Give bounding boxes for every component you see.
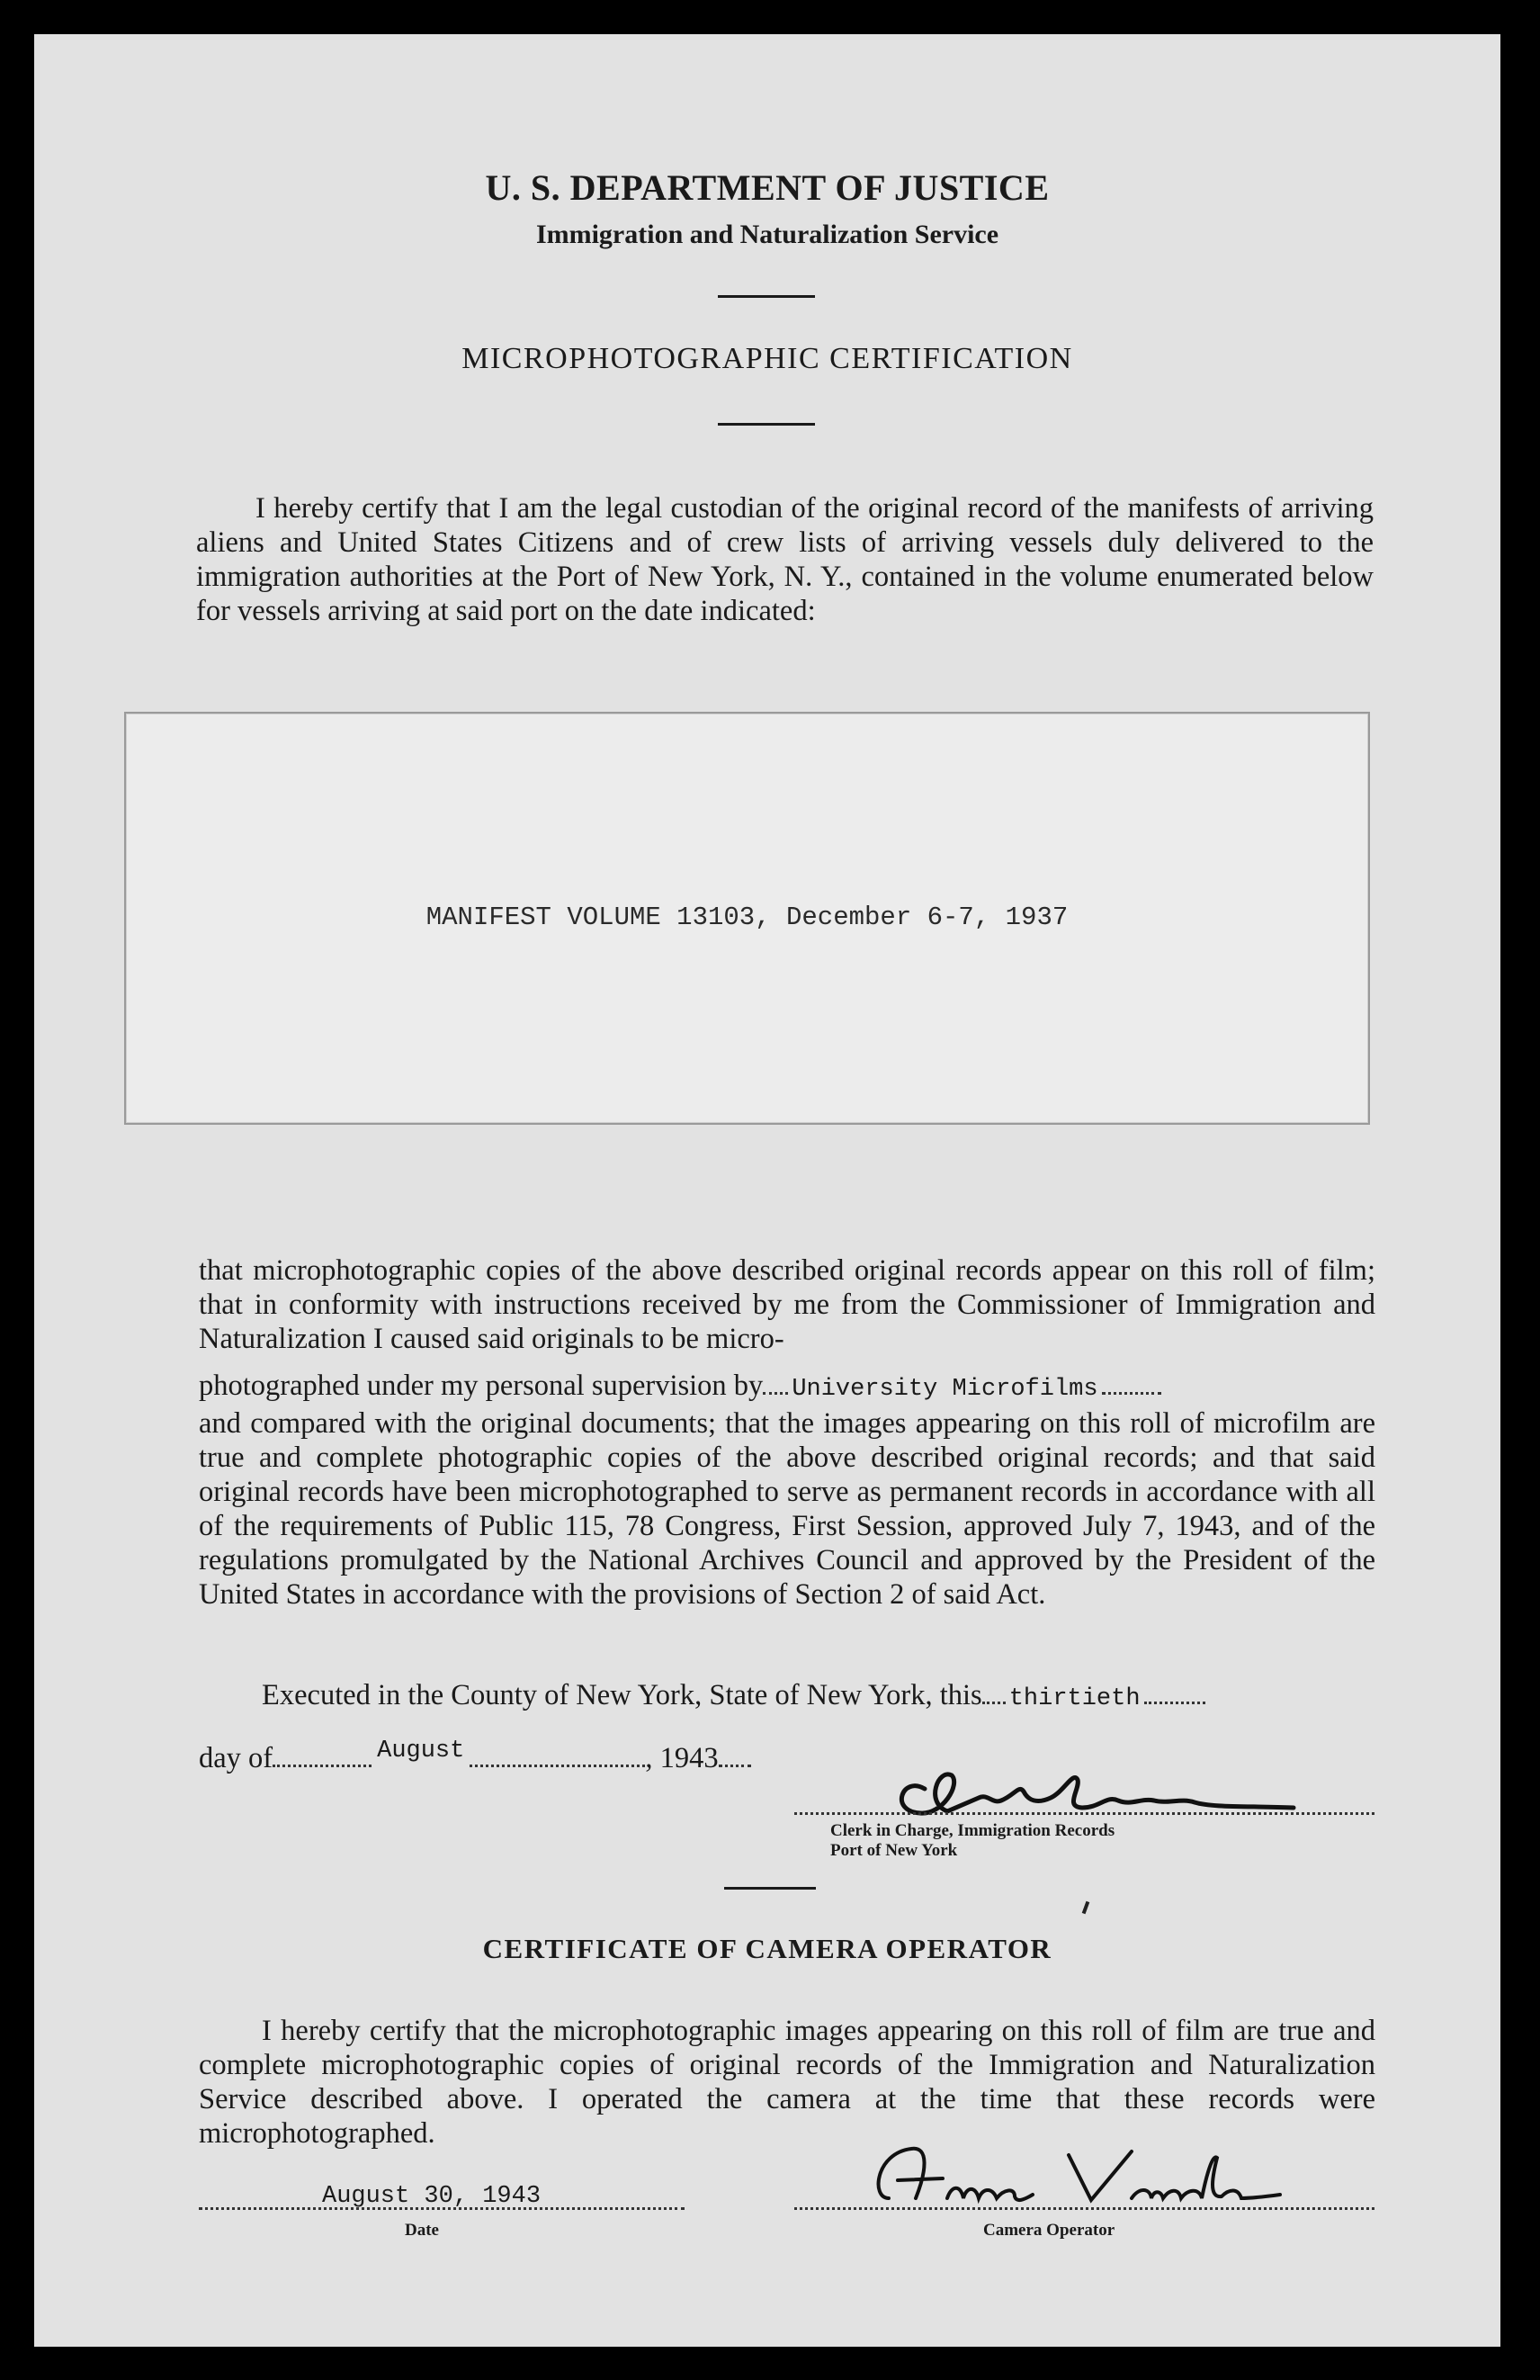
day-of-label: day of bbox=[199, 1742, 273, 1774]
month-value: August bbox=[377, 1738, 465, 1765]
operator-signature-line bbox=[794, 2207, 1374, 2210]
day-value: thirtieth bbox=[1008, 1685, 1141, 1712]
divider bbox=[718, 423, 815, 426]
camera-certificate-text: I hereby certify that the microphotographic images appearing on this roll of film are true and complete microphotographic copies of original records of the Immigration and Naturalization Service described above. I operated the camera at the time that these records were microphotographed. bbox=[199, 2015, 1375, 2150]
operator-label: Camera Operator bbox=[983, 2221, 1115, 2240]
body-paragraph-1: that microphotographic copies of the above described original records appear on this roll of film; that in conformity with instructions received by me from the Commissioner of Immigration and Naturalization I caused said originals to be micro- bbox=[199, 1254, 1375, 1355]
executed-line bbox=[262, 1679, 1205, 1712]
certificate-page bbox=[34, 34, 1500, 2347]
day-of-line bbox=[199, 1738, 751, 1775]
manifest-volume-text: MANIFEST VOLUME 13103, December 6-7, 1937 bbox=[425, 903, 1069, 932]
divider bbox=[718, 295, 815, 298]
year-text: , 1943 bbox=[645, 1742, 719, 1774]
supervision-line bbox=[199, 1370, 1161, 1403]
service-subheading: Immigration and Naturalization Service bbox=[535, 220, 999, 249]
clerk-title: Clerk in Charge, Immigration Records Port of New York bbox=[830, 1821, 1115, 1860]
body-paragraph-2: and compared with the original documents; that the images appearing on this roll of microfilm are true and complete photographic copies of the above described original records; and that said original records have been microphotographed to serve as permanent records in accordance with all of the requirements of Public 115, 78 Congress, First Session, approved July 7, 1943, and of the regulations promulgated by the National Archives Council and approved by the President of the United States in accordance with the provisions of Section 2 of said Act. bbox=[199, 1407, 1375, 1611]
clerk-signature-line bbox=[794, 1812, 1374, 1815]
supervisor-name: University Microfilms bbox=[792, 1376, 1098, 1403]
divider bbox=[724, 1887, 816, 1890]
date-value: August 30, 1943 bbox=[322, 2183, 542, 2210]
manifest-box bbox=[124, 712, 1370, 1125]
department-heading: U. S. DEPARTMENT OF JUSTICE bbox=[485, 167, 1050, 208]
camera-certificate-title: CERTIFICATE OF CAMERA OPERATOR bbox=[482, 1933, 1052, 1964]
supervision-prefix: photographed under my personal supervision by bbox=[199, 1370, 764, 1402]
form-title: MICROPHOTOGRAPHIC CERTIFICATION bbox=[461, 342, 1073, 375]
date-label: Date bbox=[405, 2221, 439, 2240]
intro-paragraph: I hereby certify that I am the legal custodian of the original record of the manifests of arriving aliens and United States Citizens and of crew lists of arriving vessels duly delivered to the immigration authorities at the Port of New York, N. Y., contained in the volume enumerated below for vessels arriving at said port on the date indicated: bbox=[196, 492, 1374, 627]
ink-mark bbox=[1082, 1901, 1090, 1915]
executed-prefix: Executed in the County of New York, State of New York, this bbox=[262, 1679, 982, 1711]
